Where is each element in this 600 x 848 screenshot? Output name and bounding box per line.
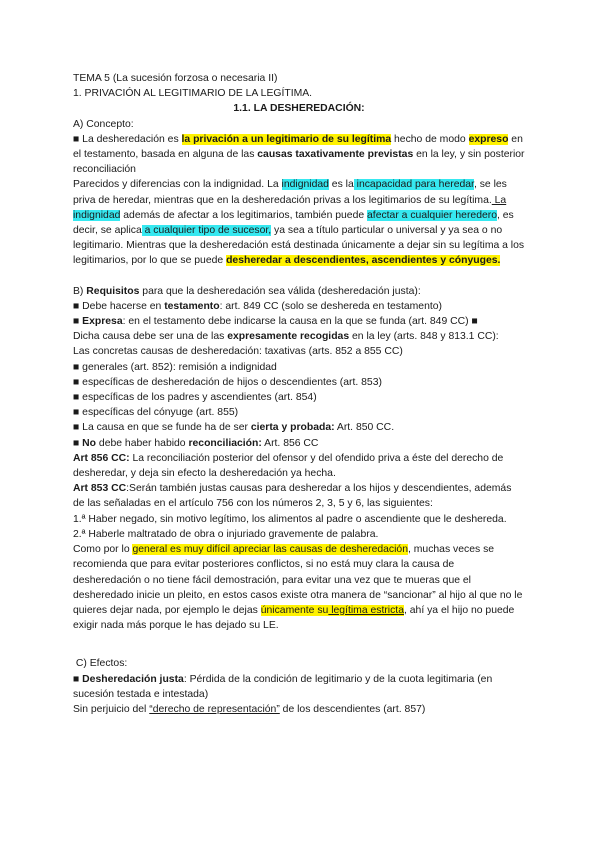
list-item: ■ específicas de desheredación de hijos o descendientes (art. 853) [73, 376, 382, 388]
section-heading: 1. PRIVACIÓN AL LEGITIMARIO DE LA LEGÍTIMA. [73, 88, 313, 100]
requisitos-heading: B) Requisitos para que la desheredación sea válida (desheredación justa): [73, 285, 421, 297]
concepto-paragraph: ■ La desheredación es la privación a un legitimario de su legítima hecho de modo expreso en el testamento, basada en alguna de las causas taxativamente previstas en la ley, y sin posterior reconciliación [73, 133, 525, 176]
indignidad-paragraph: Parecidos y diferencias con la indignidad. La indignidad es la incapacidad para heredar, se les priva de heredar, mientras que en la desheredación privas a los legitimarios de su legítima. La indignidad además de afectar a los legitimarios, también puede afectar a cualquier heredero, es decir, se aplica a cualquier tipo de sucesor, ya sea a título particular o universal y ya sea o no legitimario. Mientras que la desheredación está destinada únicamente a dejar sin su legítima a los legitimarios, por lo que se puede desheredar a descendientes, ascendientes y cónyuges. [73, 179, 525, 267]
tema-title: TEMA 5 (La sucesión forzosa o necesaria II) [73, 73, 278, 84]
recomendacion-paragraph: Como por lo general es muy difícil apreciar las causas de desheredación, muchas veces se recomienda que para evitar posteriores conflictos, si no está muy clara la causa de desheredación o no tiene fácil demostración, para evitar una vez que te mueras que el desheredado inicie un pleito, en estos casos existe otra manera de “sancionar” al hijo al que no le quieres dejar nada, por ejemplo le dejas únicamente su legítima estricta, ahí ya el hijo no puede exigir nada más porque le has dejado su LE. [73, 544, 523, 632]
requisito-cierta: ■ La causa en que se funde ha de ser cierta y probada: Art. 850 CC. [73, 422, 395, 434]
efecto-desheredacion-justa: ■ Desheredación justa: Pérdida de la condición de legitimario y de la cuota legitimaria (en sucesión testada e intestada) [73, 673, 493, 700]
subsection-heading: 1.1. LA DESHEREDACIÓN: [233, 103, 365, 115]
requisito-expresa: ■ Expresa: en el testamento debe indicarse la causa en la que se funda (art. 849 CC) ■ [73, 316, 478, 328]
art-853-paragraph: Art 853 CC:Serán también justas causas para desheredar a los hijos y descendientes, además de las señaladas en el artículo 756 con los números 2, 3, 5 y 6, las siguientes: [73, 483, 512, 510]
efectos-heading: C) Efectos: [73, 658, 128, 670]
efecto-representacion: Sin perjuicio del “derecho de representación” de los descendientes (art. 857) [73, 703, 426, 715]
list-item: ■ generales (art. 852): remisión a indignidad [73, 361, 277, 373]
art-853-item: 2.ª Haberle maltratado de obra o injuriado gravemente de palabra. [73, 528, 379, 540]
list-item: ■ específicas de los padres y ascendientes (art. 854) [73, 392, 317, 404]
requisito-reconciliacion: ■ No debe haber habido reconciliación: Art. 856 CC [73, 437, 319, 449]
requisito-causa: Dicha causa debe ser una de las expresamente recogidas en la ley (arts. 848 y 813.1 CC): [73, 331, 499, 343]
causas-taxativas: Las concretas causas de desheredación: taxativas (arts. 852 a 855 CC) [73, 346, 403, 358]
concepto-heading: A) Concepto: [73, 118, 134, 130]
list-item: ■ específicas del cónyuge (art. 855) [73, 407, 239, 419]
requisito-testamento: ■ Debe hacerse en testamento: art. 849 CC (solo se deshereda en testamento) [73, 300, 442, 312]
art-856-paragraph: Art 856 CC: La reconciliación posterior del ofensor y del ofendido priva a éste del derecho de desheredar, y deja sin efecto la desheredación ya hecha. [73, 452, 504, 480]
art-853-item: 1.ª Haber negado, sin motivo legítimo, los alimentos al padre o ascendiente que le deshereda. [73, 513, 507, 525]
document-page [73, 71, 525, 717]
